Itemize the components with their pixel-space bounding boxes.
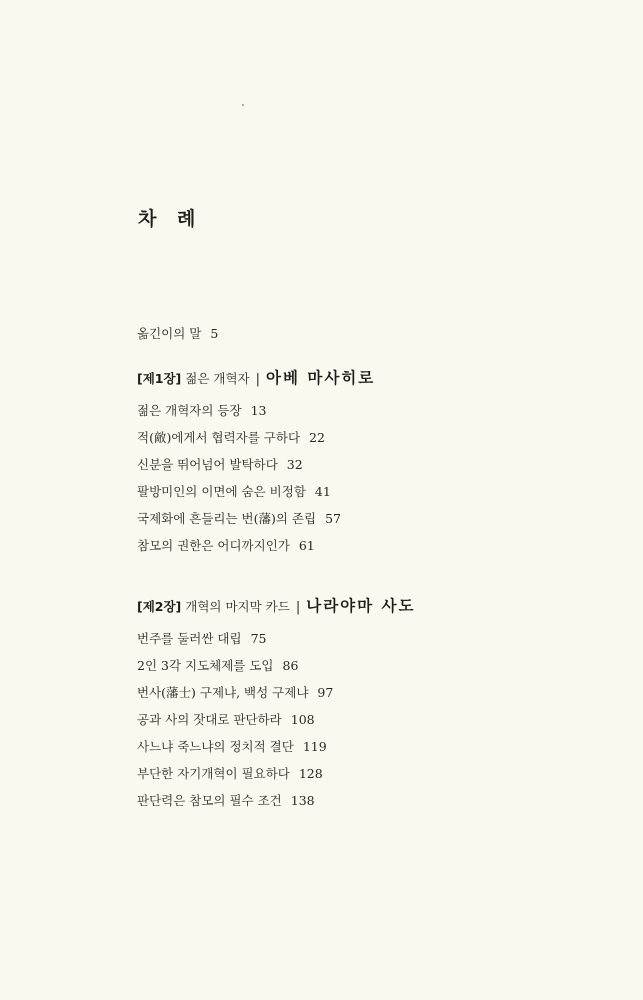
entry-page: 13 [250, 403, 267, 418]
entry-title: 옮긴이의 말 [137, 326, 202, 341]
entry-page: 5 [210, 326, 219, 341]
paper-speck [242, 104, 244, 106]
entry-page: 108 [290, 712, 315, 727]
entry-page: 32 [286, 457, 303, 472]
entry-title: 번주를 둘러싼 대립 [137, 631, 242, 646]
entry-title: 번사(藩士) 구제냐, 백성 구제냐 [137, 685, 309, 700]
toc-entry[interactable] [137, 397, 607, 424]
toc-entry[interactable] [137, 451, 607, 478]
entry-title: 신분을 뛰어넘어 발탁하다 [137, 457, 278, 472]
chapter-1-header[interactable] [137, 361, 607, 395]
chapter-subtitle: 개혁의 마지막 카드 [185, 599, 290, 614]
toc-entry[interactable] [137, 625, 607, 652]
toc-entry[interactable] [137, 424, 607, 451]
chapter-person: 나라야마 사도 [306, 597, 416, 615]
entry-title: 공과 사의 잣대로 판단하라 [137, 712, 282, 727]
entry-title: 젊은 개혁자의 등장 [137, 403, 242, 418]
entry-page: 128 [298, 766, 323, 781]
entry-title: 사느냐 죽느냐의 정치적 결단 [137, 739, 294, 754]
entry-title: 적(敵)에게서 협력자를 구하다 [137, 430, 301, 445]
chapter-2-header[interactable] [137, 589, 607, 623]
toc-entry[interactable] [137, 706, 607, 733]
entry-page: 22 [309, 430, 325, 445]
toc-entry[interactable] [137, 787, 607, 814]
entry-page: 97 [317, 685, 334, 700]
entry-title: 2인 3각 지도체제를 도입 [137, 658, 274, 673]
entry-title: 국제화에 흔들리는 번(藩)의 존립 [137, 511, 317, 526]
entry-title: 부단한 자기개혁이 필요하다 [137, 766, 290, 781]
entry-page: 41 [314, 484, 331, 499]
chapter-label: [제1장] [137, 371, 182, 386]
toc-entry[interactable] [137, 733, 607, 760]
entry-page: 86 [282, 658, 299, 673]
entry-title: 참모의 권한은 어디까지인가 [137, 538, 290, 553]
chapter-person: 아베 마사히로 [266, 369, 376, 387]
toc-entry[interactable] [137, 532, 607, 559]
chapter-subtitle: 젊은 개혁자 [185, 371, 250, 386]
toc-entry[interactable] [137, 478, 607, 505]
entry-page: 57 [325, 511, 341, 526]
table-of-contents [137, 320, 607, 814]
entry-page: 61 [298, 538, 315, 553]
chapter-label: [제2장] [137, 599, 182, 614]
entry-title: 판단력은 참모의 필수 조건 [137, 793, 282, 808]
chapter-separator: | [295, 600, 301, 615]
toc-entry[interactable] [137, 505, 607, 532]
entry-title: 팔방미인의 이면에 숨은 비정함 [137, 484, 306, 499]
entry-page: 138 [290, 793, 315, 808]
toc-entry[interactable] [137, 679, 607, 706]
toc-entry-intro[interactable] [137, 320, 607, 347]
entry-page: 75 [250, 631, 267, 646]
toc-entry[interactable] [137, 652, 607, 679]
chapter-separator: | [255, 372, 261, 387]
toc-heading: 차 례 [138, 208, 203, 230]
entry-page: 119 [302, 739, 327, 754]
toc-entry[interactable] [137, 760, 607, 787]
